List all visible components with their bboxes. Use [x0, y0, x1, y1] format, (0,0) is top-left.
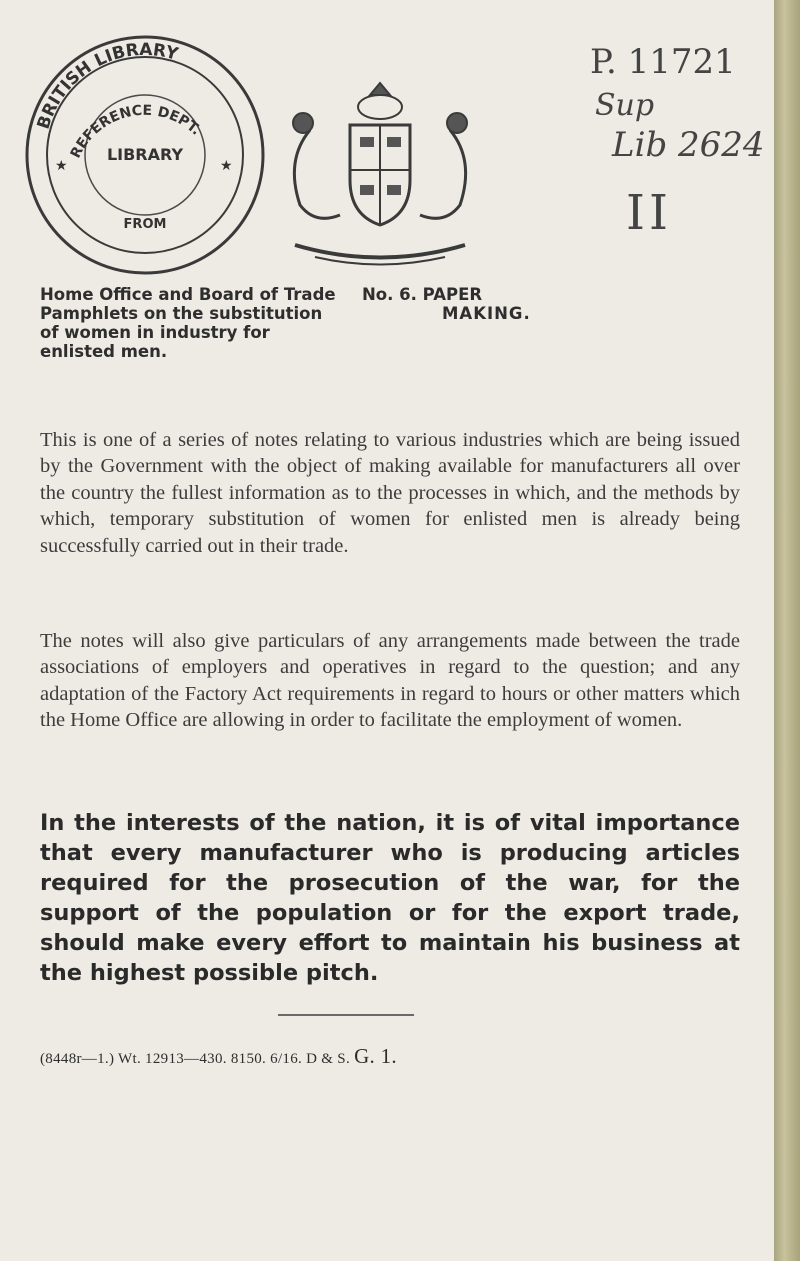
royal-coat-of-arms — [255, 75, 505, 275]
pamphlet-subject-a: PAPER — [422, 285, 483, 304]
imprint-code: G. 1. — [354, 1044, 397, 1068]
handwritten-ref-4: II — [626, 185, 672, 241]
pamphlet-title — [362, 285, 662, 323]
page-edge — [774, 0, 800, 1261]
imprint-text: (8448r—1.) Wt. 12913—430. 8150. 6/16. D & S. — [40, 1051, 350, 1067]
divider-rule — [278, 1014, 414, 1016]
pamphlet-number: No. 6. — [362, 285, 417, 304]
series-title: Home Office and Board of Trade Pamphlets on the substitution of women in industry for enlisted men. — [40, 285, 336, 361]
intro-paragraph: This is one of a series of notes relating to various industries which are being issued by the Government with the object of making available for manufacturers all over the country the fullest information as to the processes in which, and the methods by which, temporary substitution of women for enlisted men is already being successfully carried out in their trade. — [40, 428, 740, 557]
stamp-center-text: LIBRARY — [106, 145, 184, 164]
star-icon: ★ — [55, 159, 68, 174]
printer-imprint — [40, 1044, 397, 1069]
pamphlet-subject-b: MAKING. — [442, 304, 531, 323]
notes-paragraph: The notes will also give particulars of any arrangements made between the trade associations of employers and operatives in regard to the question; and any adaptation of the Factory Act requirements in regard to hours or other matters which the Home Office are allowing in order to facilitate the employment of women. — [40, 629, 740, 731]
star-icon: ★ — [220, 159, 233, 174]
handwritten-ref-3: Lib 2624 — [612, 125, 765, 165]
handwritten-ref-1: P. 11721 — [590, 42, 736, 82]
emphasis-paragraph: In the interests of the nation, it is of vital importance that every manufacturer who is producing articles required for the prosecution of the war, for the support of the population or for the export trade, should make every effort to maintain his business at the highest possible pitch. — [40, 809, 740, 986]
library-stamp — [20, 30, 270, 280]
stamp-lower-text: FROM — [123, 217, 167, 232]
stamp-outer-text: BRITISH LIBRARY — [33, 39, 181, 132]
stamp-inner-text: REFERENCE DEPT. — [67, 102, 204, 161]
handwritten-ref-2: Sup — [595, 88, 655, 123]
